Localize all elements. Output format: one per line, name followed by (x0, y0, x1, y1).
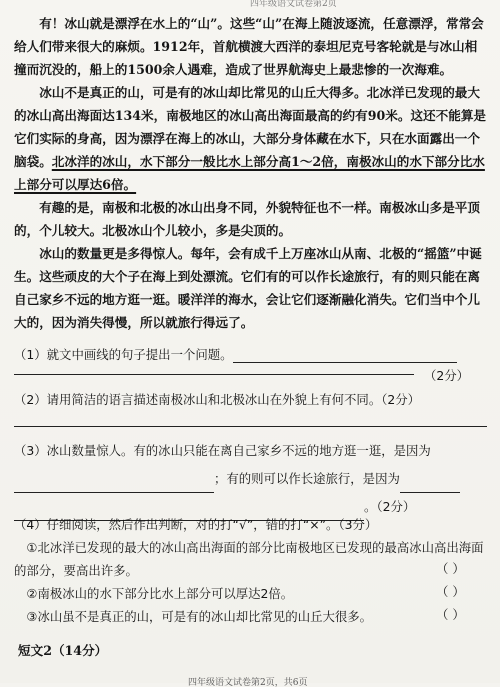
question-4-text: （4）仔细阅读，然后作出判断，对的打“√”，错的打“×”。（3分） (14, 517, 378, 532)
question-1 (14, 345, 487, 363)
question-1-score: （2分） (424, 368, 470, 383)
question-3 (14, 437, 487, 521)
question-1-answer-line[interactable] (14, 374, 414, 375)
question-2-answer-line[interactable] (14, 426, 487, 427)
question-4-item-2: ②南极冰山的水下部分比水上部分可以厚达2倍。 (26, 586, 294, 601)
question-4-item-3: ③冰山虽不是真正的山，可是有的冰山却比常见的山丘大很多。 (26, 609, 373, 624)
passage-p2-text: 冰山不是真正的山，可是有的冰山却比常见的山丘大得多。北冰洋已发现的最大的冰山高出海面达134米，南极地区的冰山高出海面最高的约有90米。这还不能算是它们实际的身高，因为漂浮在海上的冰山，大部分身体藏在水下，只在水面露出一个脑袋。 (14, 85, 487, 169)
passage-paragraph-1: 有！冰山就是漂浮在水上的“山”。这些“山”在海上随波逐流，任意漂浮，常常会给人们带来很大的麻烦。1912年，首航横渡大西洋的泰坦尼克号客轮就是与冰山相撞而沉没的，船上的1500余人遇难，造成了世界航海史上最悲惨的一次海难。 (14, 16, 484, 77)
question-3-part3: 。（2分） (364, 499, 416, 514)
answer-paren-3[interactable]: （ ） (436, 607, 465, 622)
question-3-blank-1[interactable] (14, 478, 214, 493)
page-header: 四年级语文试卷第2页 (250, 0, 337, 8)
question-3-blank-2a[interactable] (400, 478, 460, 493)
page-footer: 四年级语文试卷第2页，共6页 (188, 678, 308, 687)
answer-paren-2[interactable]: （ ） (436, 584, 465, 599)
passage-paragraph-3: 有趣的是，南极和北极的冰山出身不同，外貌特征也不一样。南极冰山多是平顶的，个儿较大。北极冰山个儿较小，多是尖顶的。 (14, 200, 480, 238)
question-1-text: （1）就文中画线的句子提出一个问题。 (14, 347, 233, 362)
question-2 (14, 390, 487, 408)
underlined-sentence: 北冰洋的冰山，水下部分一般比水上部分高1～2倍，南极冰山的水下部分比水上部分可以厚达6倍。 (14, 154, 485, 192)
passage-paragraph-4: 冰山的数量更是多得惊人。每年，会有成千上万座冰山从南、北极的“摇篮”中诞生。这些顽皮的大个子在海上到处漂流。它们有的可以作长途旅行，有的则只能在离自己家乡不远的地方逛一逛。暖洋洋的海水，会让它们逐渐融化消失。它们当中个儿大的，因为消失得慢，所以就旅行得远了。 (14, 246, 482, 330)
question-3-part1: （3）冰山数量惊人。有的冰山只能在离自己家乡不远的地方逛一逛，是因为 (14, 443, 431, 458)
answer-paren-1[interactable]: （ ） (436, 561, 465, 576)
question-1-blank-inline[interactable] (233, 349, 457, 363)
question-4 (14, 513, 487, 628)
question-2-text: （2）请用简洁的语言描述南极冰山和北极冰山在外貌上有何不同。（2分） (14, 392, 421, 407)
question-3-part2: ；有的则可以作长途旅行，是因为 (214, 471, 400, 486)
reading-passage (14, 12, 487, 334)
passage-paragraph-2 (14, 81, 487, 196)
section-heading: 短文2（14分） (18, 643, 108, 658)
question-4-item-1: ①北冰洋已发现的最大的冰山高出海面的部分比南极地区已发现的最高冰山高出海面的部分，要高出许多。 (14, 540, 484, 578)
